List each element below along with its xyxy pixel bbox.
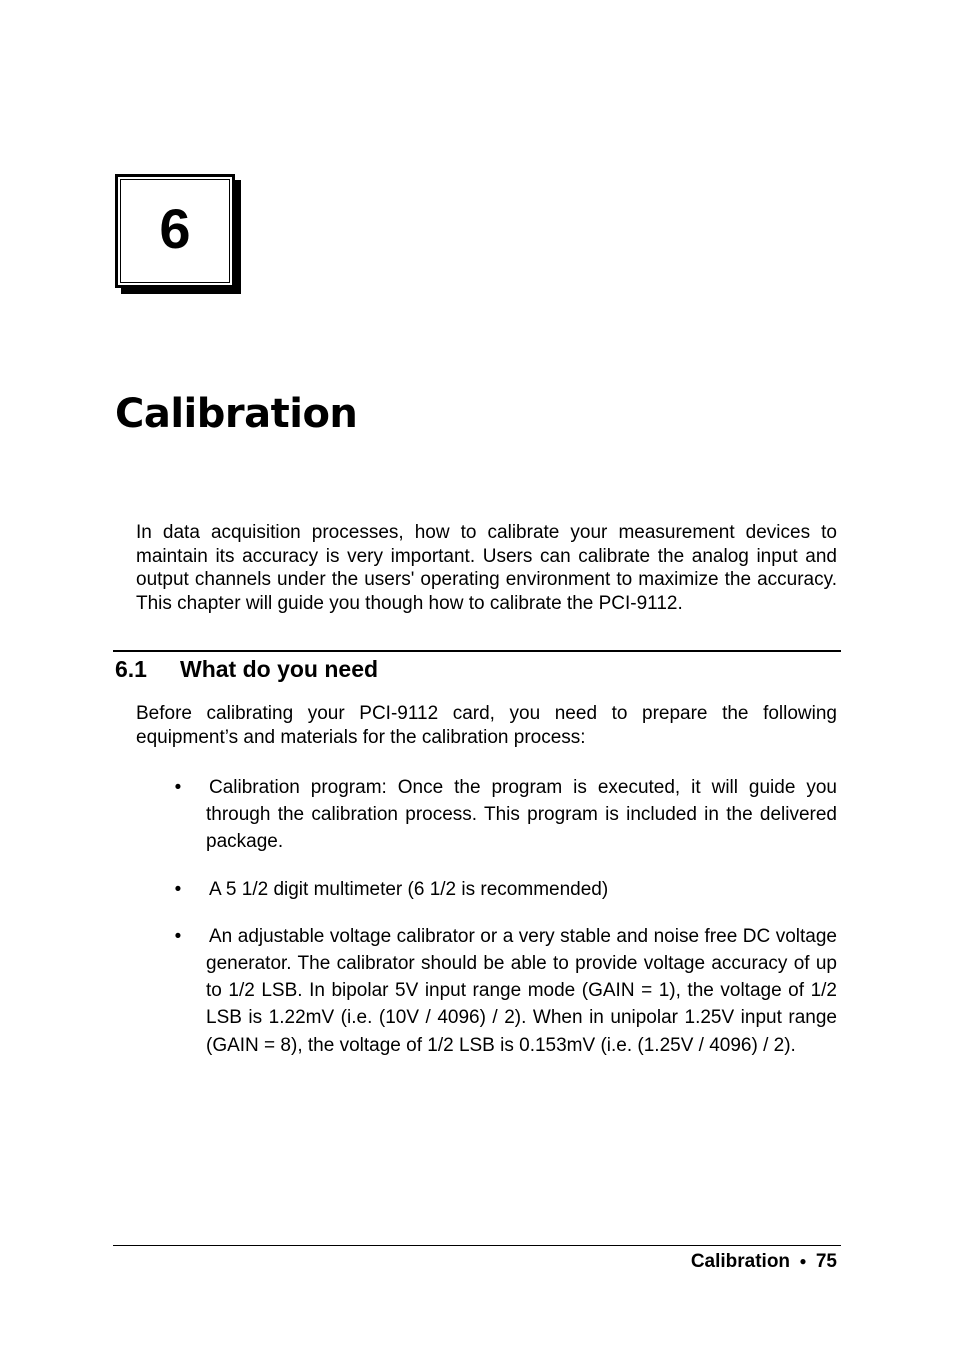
section-divider bbox=[113, 650, 841, 652]
page-number: 75 bbox=[815, 1251, 837, 1273]
chapter-number: 6 bbox=[159, 197, 191, 260]
section-lead-paragraph: Before calibrating your PCI-9112 card, you need to prepare the following equipment’s and materials for the calibration process: bbox=[136, 703, 837, 748]
list-item-text: Calibration program: Once the program is executed, it will guide you through the calibration process. This program is included in the delivered package. bbox=[206, 777, 837, 853]
list-item bbox=[136, 774, 837, 856]
footer-separator-icon: ● bbox=[799, 1254, 807, 1268]
section-title: What do you need bbox=[180, 656, 379, 682]
list-item-text: An adjustable voltage calibrator or a very stable and noise free DC voltage generator. The calibrator should be able to provide voltage accuracy of up to 1/2 LSB. In bipolar 5V input range mode (GAIN = 1), the voltage of 1/2 LSB is 1.22mV (i.e. (10V / 4096) / 2). When in unipolar 1.25V input range (GAIN = 8), the voltage of 1/2 LSB is 0.153mV (i.e. (1.25V / 4096) / 2). bbox=[206, 925, 837, 1056]
list-item bbox=[136, 923, 837, 1059]
intro-paragraph: In data acquisition processes, how to calibrate your measurement devices to maintain its accuracy is very important. Users can calibrate the analog input and output channels under the users' operating environment to maximize the accuracy. This chapter will guide you though how to calibrate the PCI-9112. bbox=[136, 522, 837, 614]
footer-divider bbox=[113, 1245, 841, 1246]
chapter-number-box bbox=[115, 174, 235, 288]
footer-label: Calibration bbox=[690, 1251, 791, 1273]
bullet-icon: • bbox=[174, 878, 182, 900]
chapter-title: Calibration bbox=[115, 391, 358, 437]
list-item-text: A 5 1/2 digit multimeter (6 1/2 is recommended) bbox=[209, 878, 609, 900]
list-item bbox=[136, 876, 837, 903]
section-number: 6.1 bbox=[115, 656, 147, 682]
requirements-list bbox=[136, 774, 837, 1079]
page-footer bbox=[691, 1250, 837, 1274]
bullet-icon: • bbox=[174, 777, 182, 798]
section-heading bbox=[115, 654, 378, 684]
bullet-icon: • bbox=[174, 925, 182, 947]
